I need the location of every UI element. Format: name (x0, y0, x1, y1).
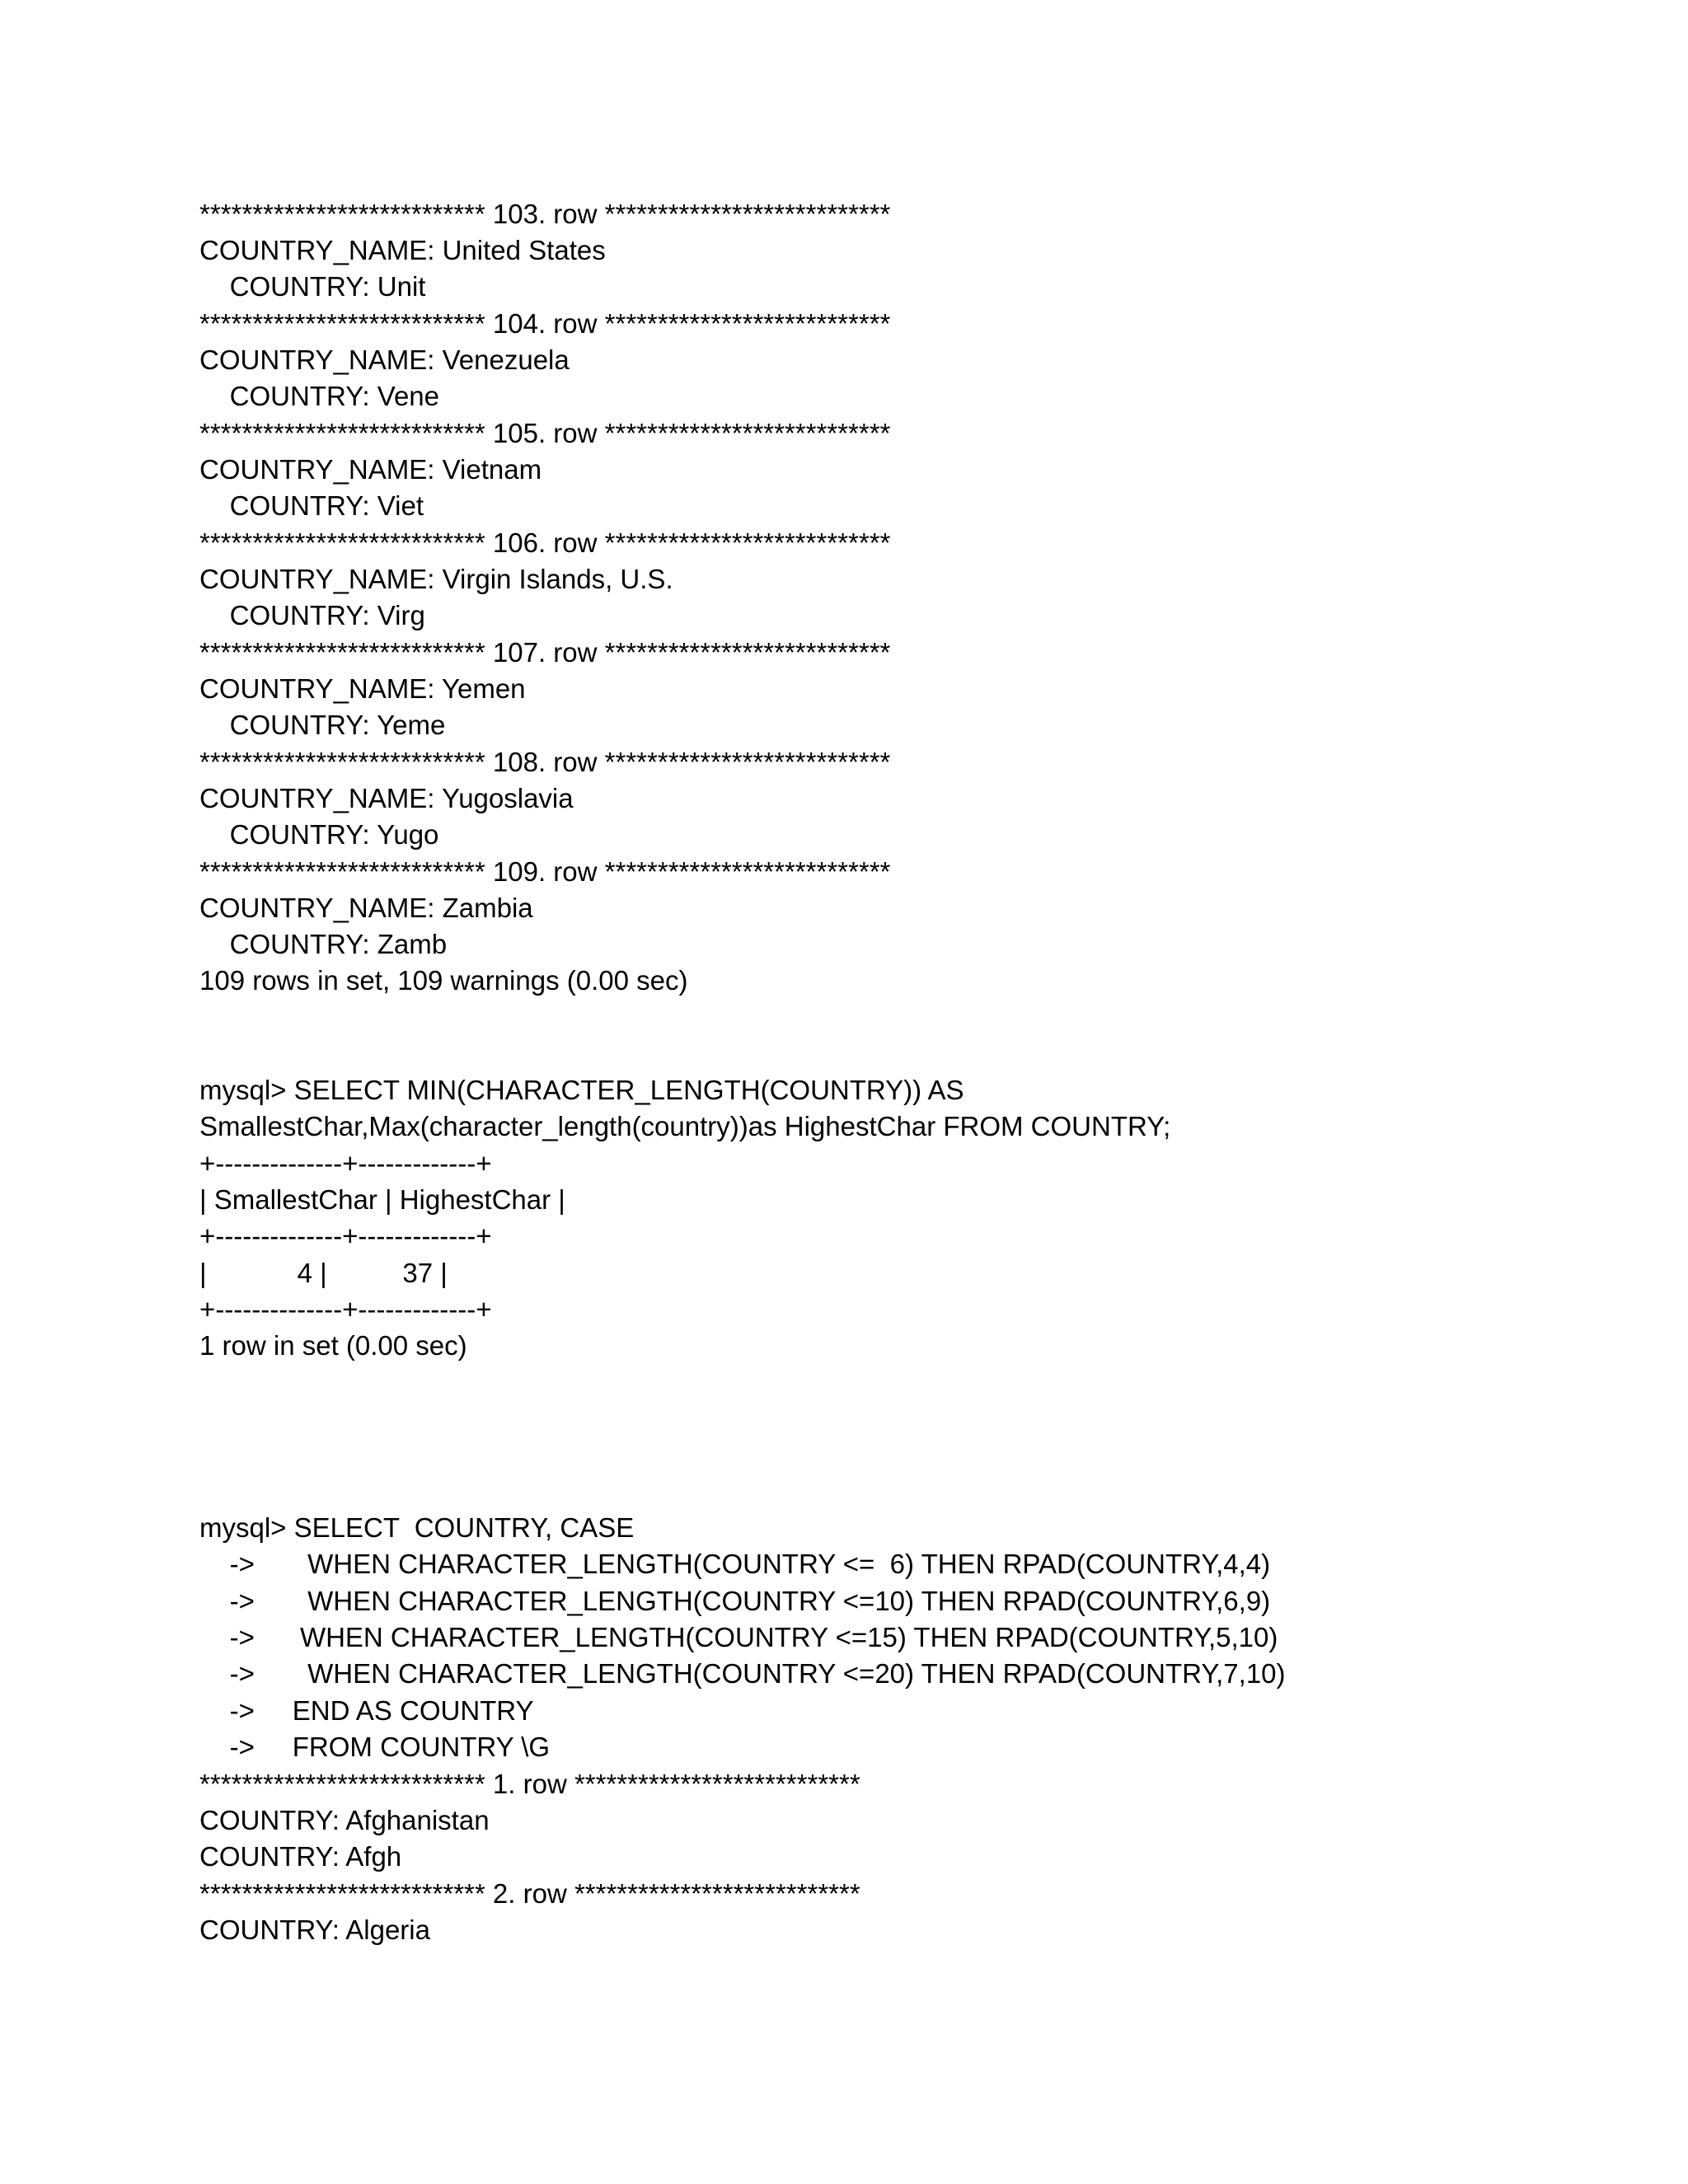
table-border: +--------------+-------------+ (199, 1221, 492, 1251)
country-line: COUNTRY: Virg (199, 600, 425, 630)
country-line: COUNTRY: Yeme (199, 710, 446, 740)
row-separator-107: *************************** 107. row *************************** (199, 637, 891, 668)
row-separator-2: *************************** 2. row *************************** (199, 1878, 860, 1909)
sql-continuation-line: -> WHEN CHARACTER_LENGTH(COUNTRY <=10) THEN RPAD(COUNTRY,6,9) (199, 1586, 1271, 1616)
row-separator-1: *************************** 1. row *************************** (199, 1769, 860, 1799)
country-line: COUNTRY: Afgh (199, 1841, 402, 1872)
row-separator-105: *************************** 105. row *************************** (199, 418, 891, 448)
sql-query-line: mysql> SELECT COUNTRY, CASE (199, 1512, 635, 1543)
country-line: COUNTRY: Vene (199, 381, 440, 411)
sql-continuation-line: -> WHEN CHARACTER_LENGTH(COUNTRY <= 6) THEN RPAD(COUNTRY,4,4) (199, 1549, 1271, 1579)
row-separator-109: *************************** 109. row *************************** (199, 856, 891, 887)
row-separator-103: *************************** 103. row *************************** (199, 199, 891, 229)
sql-continuation-line: -> END AS COUNTRY (199, 1695, 534, 1726)
row-separator-104: *************************** 104. row *************************** (199, 308, 891, 339)
table-header: | SmallestChar | HighestChar | (199, 1184, 565, 1215)
row-separator-108: *************************** 108. row *************************** (199, 747, 891, 777)
sql-continuation-line: -> FROM COUNTRY \G (199, 1732, 551, 1762)
country-line: COUNTRY: Yugo (199, 819, 439, 850)
sql-query-line: mysql> SELECT MIN(CHARACTER_LENGTH(COUNTRY)) AS (199, 1075, 964, 1105)
country-line: COUNTRY: Afghanistan (199, 1805, 490, 1835)
country-name-line: COUNTRY_NAME: Venezuela (199, 344, 570, 375)
country-name-line: COUNTRY_NAME: Yemen (199, 673, 526, 704)
sql-continuation-line: -> WHEN CHARACTER_LENGTH(COUNTRY <=15) THEN RPAD(COUNTRY,5,10) (199, 1622, 1278, 1652)
country-line: COUNTRY: Unit (199, 271, 426, 302)
result-summary: 1 row in set (0.00 sec) (199, 1330, 467, 1361)
country-line: COUNTRY: Algeria (199, 1915, 430, 1945)
country-name-line: COUNTRY_NAME: Virgin Islands, U.S. (199, 564, 673, 594)
country-name-line: COUNTRY_NAME: Zambia (199, 893, 533, 923)
table-border: +--------------+-------------+ (199, 1148, 492, 1179)
table-border: +--------------+-------------+ (199, 1294, 492, 1324)
sql-continuation-line: -> WHEN CHARACTER_LENGTH(COUNTRY <=20) THEN RPAD(COUNTRY,7,10) (199, 1658, 1286, 1689)
country-name-line: COUNTRY_NAME: Vietnam (199, 454, 542, 485)
row-separator-106: *************************** 106. row *************************** (199, 527, 891, 558)
result-summary: 109 rows in set, 109 warnings (0.00 sec) (199, 965, 688, 996)
country-line: COUNTRY: Viet (199, 490, 424, 521)
table-row: | 4 | 37 | (199, 1258, 448, 1288)
country-name-line: COUNTRY_NAME: Yugoslavia (199, 783, 574, 813)
country-line: COUNTRY: Zamb (199, 929, 448, 959)
sql-query-line: SmallestChar,Max(character_length(country))as HighestChar FROM COUNTRY; (199, 1111, 1171, 1141)
country-name-line: COUNTRY_NAME: United States (199, 235, 606, 265)
